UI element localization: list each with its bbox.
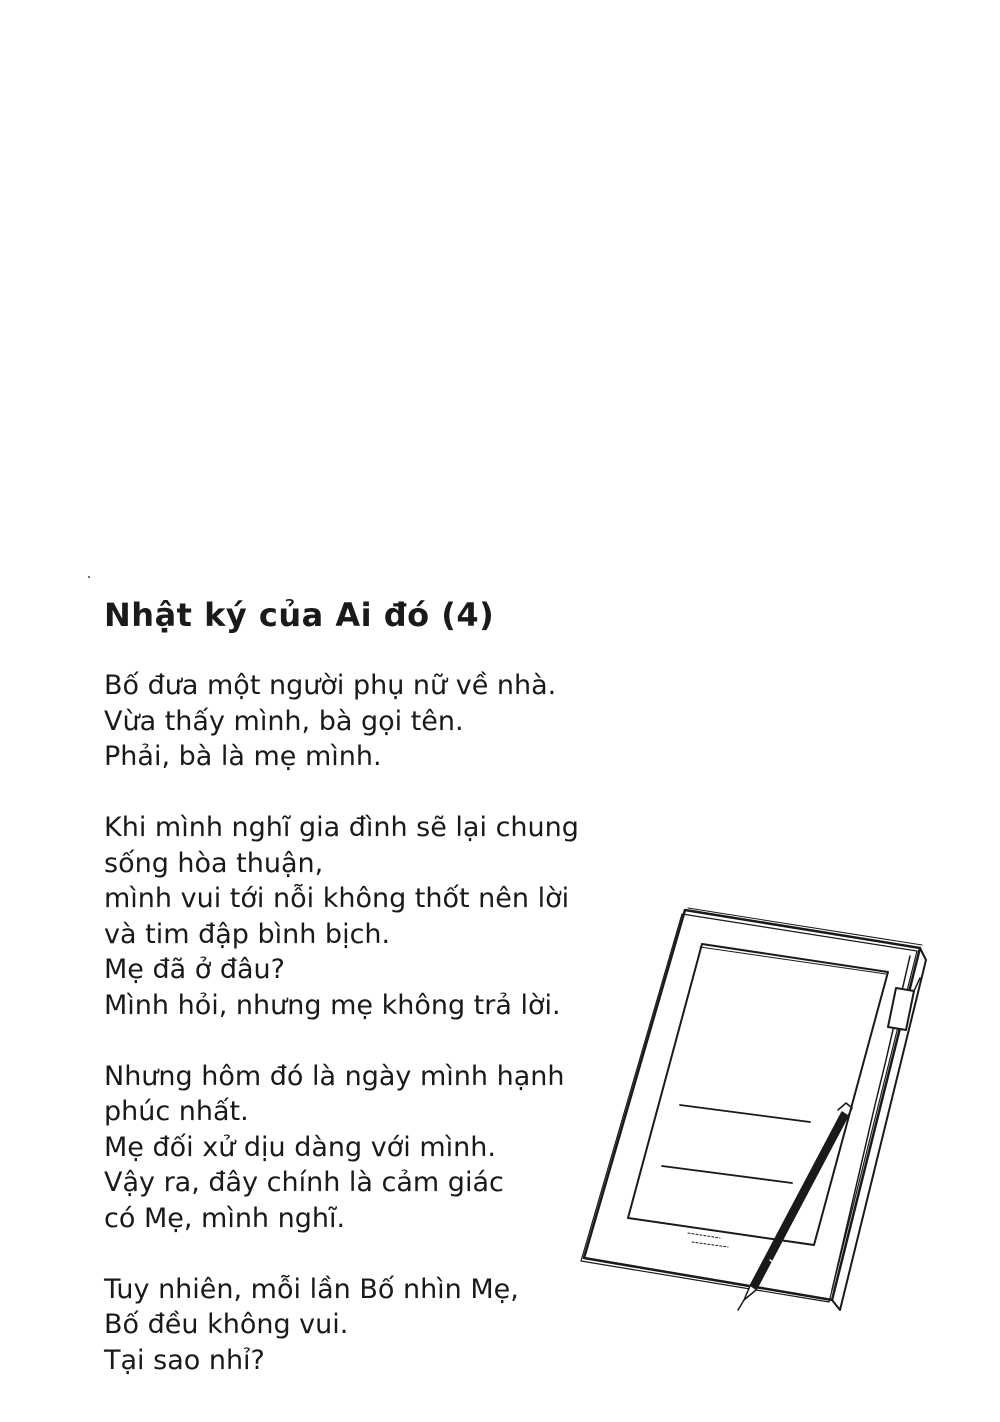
diary-line: Vừa thấy mình, bà gọi tên. [104,705,464,737]
notebook-with-pen-icon [570,900,940,1320]
diary-line: Vậy ra, đây chính là cảm giác [104,1167,504,1198]
diary-title: Nhật ký của Ai đó (4) [104,596,495,634]
diary-line: Mình hỏi, nhưng mẹ không trả lời. [104,989,561,1021]
diary-paragraph-3 [104,1059,624,1237]
diary-line: Khi mình nghĩ gia đình sẽ lại chung [104,812,579,843]
diary-paragraph-2 [104,810,624,1023]
diary-line: Tuy nhiên, mỗi lần Bố nhìn Mẹ, [104,1273,519,1305]
ink-dot [88,576,90,578]
diary-line: và tim đập bình bịch. [104,918,391,950]
diary-body [104,668,624,1414]
diary-line: có Mẹ, mình nghĩ. [104,1202,346,1234]
diary-line: Bố đều không vui. [104,1309,349,1340]
diary-line: Tại sao nhỉ? [104,1344,265,1376]
diary-line: Bố đưa một người phụ nữ về nhà. [104,670,557,701]
diary-line: phúc nhất. [104,1096,249,1127]
diary-paragraph-1 [104,668,624,775]
diary-paragraph-4 [104,1272,624,1379]
diary-line: Phải, bà là mẹ mình. [104,741,382,772]
diary-line: Mẹ đã ở đâu? [104,954,285,985]
diary-line: Mẹ đối xử dịu dàng với mình. [104,1131,496,1163]
diary-line: sống hòa thuận, [104,847,324,879]
diary-line: Nhưng hôm đó là ngày mình hạnh [104,1060,565,1092]
diary-line: mình vui tới nỗi không thốt nên lời [104,883,570,914]
